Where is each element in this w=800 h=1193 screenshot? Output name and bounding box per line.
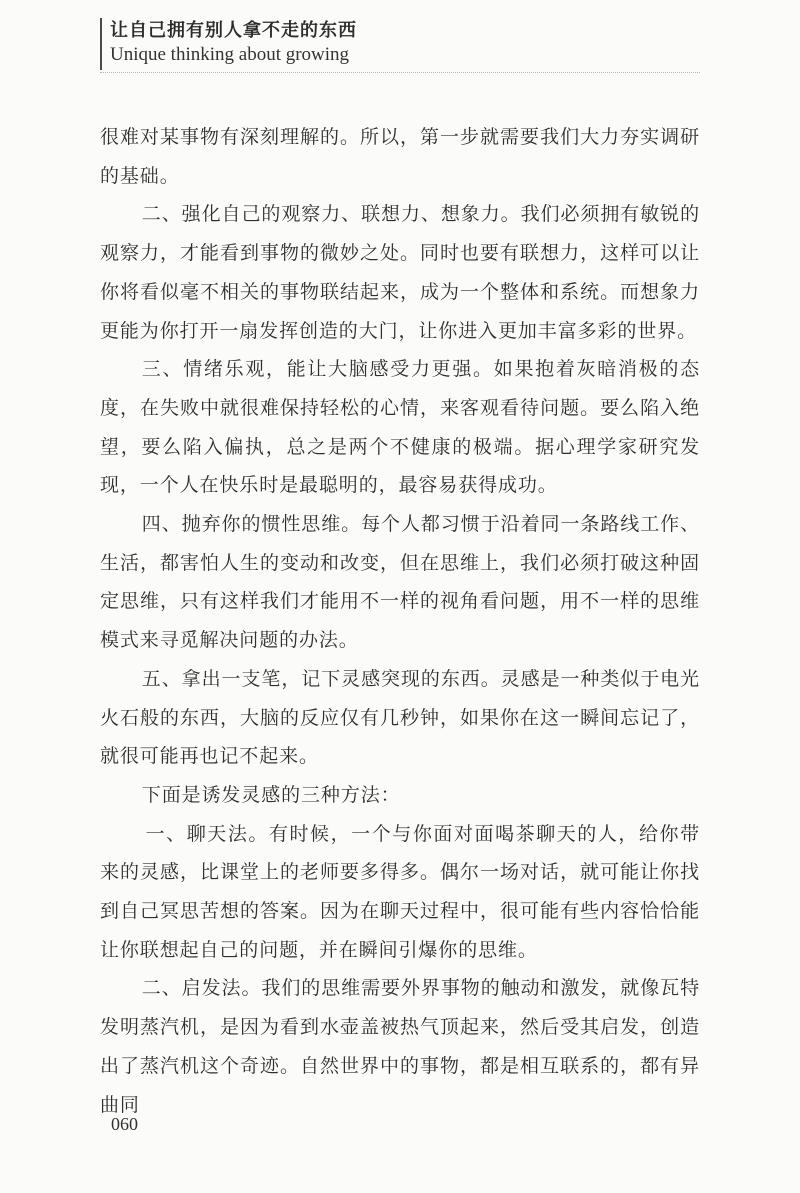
- paragraph: 二、强化自己的观察力、联想力、想象力。我们必须拥有敏锐的观察力，才能看到事物的微妙之处。同时也要有联想力，这样可以让你将看似毫不相关的事物联结起来，成为一个整体和系统。而想象力更能为你打开一扇发挥创造的大门，让你进入更加丰富多彩的世界。: [100, 203, 700, 342]
- paragraph: 四、抛弃你的惯性思维。每个人都习惯于沿着同一条路线工作、生活，都害怕人生的变动和改变，但在思维上，我们必须打破这种固定思维，只有这样我们才能用不一样的视角看问题，用不一样的思维模式来寻觅解决问题的办法。: [100, 513, 700, 652]
- paragraph: 很难对某事物有深刻理解的。所以，第一步就需要我们大力夯实调研的基础。: [100, 126, 700, 187]
- book-title: 让自己拥有别人拿不走的东西: [110, 20, 357, 41]
- running-header: [100, 14, 700, 74]
- header-vertical-rule: [100, 18, 102, 70]
- paragraph: 五、拿出一支笔，记下灵感突现的东西。灵感是一种类似于电光火石般的东西，大脑的反应仅有几秒钟，如果你在这一瞬间忘记了，就很可能再也记不起来。: [100, 667, 700, 768]
- paragraph: 二、启发法。我们的思维需要外界事物的触动和激发，就像瓦特发明蒸汽机，是因为看到水壶盖被热气顶起来，然后受其启发，创造出了蒸汽机这个奇迹。自然世界中的事物，都是相互联系的，都有异曲同: [100, 977, 700, 1116]
- paragraph: 一、聊天法。有时候，一个与你面对面喝茶聊天的人，给你带来的灵感，比课堂上的老师要多得多。偶尔一场对话，就可能让你找到自己冥思苦想的答案。因为在聊天过程中，很可能有些内容恰恰能让你联想起自己的问题，并在瞬间引爆你的思维。: [100, 822, 700, 961]
- paragraph: 三、情绪乐观，能让大脑感受力更强。如果抱着灰暗消极的态度，在失败中就很难保持轻松的心情，来客观看待问题。要么陷入绝望，要么陷入偏执，总之是两个不健康的极端。据心理学家研究发现，一个人在快乐时是最聪明的，最容易获得成功。: [100, 358, 700, 497]
- body-text: [100, 118, 700, 1124]
- book-subtitle: Unique thinking about growing: [110, 44, 350, 65]
- page-number: 060: [111, 1114, 138, 1134]
- paragraph: 下面是诱发灵感的三种方法：: [141, 783, 401, 806]
- header-dotted-rule: [100, 72, 700, 73]
